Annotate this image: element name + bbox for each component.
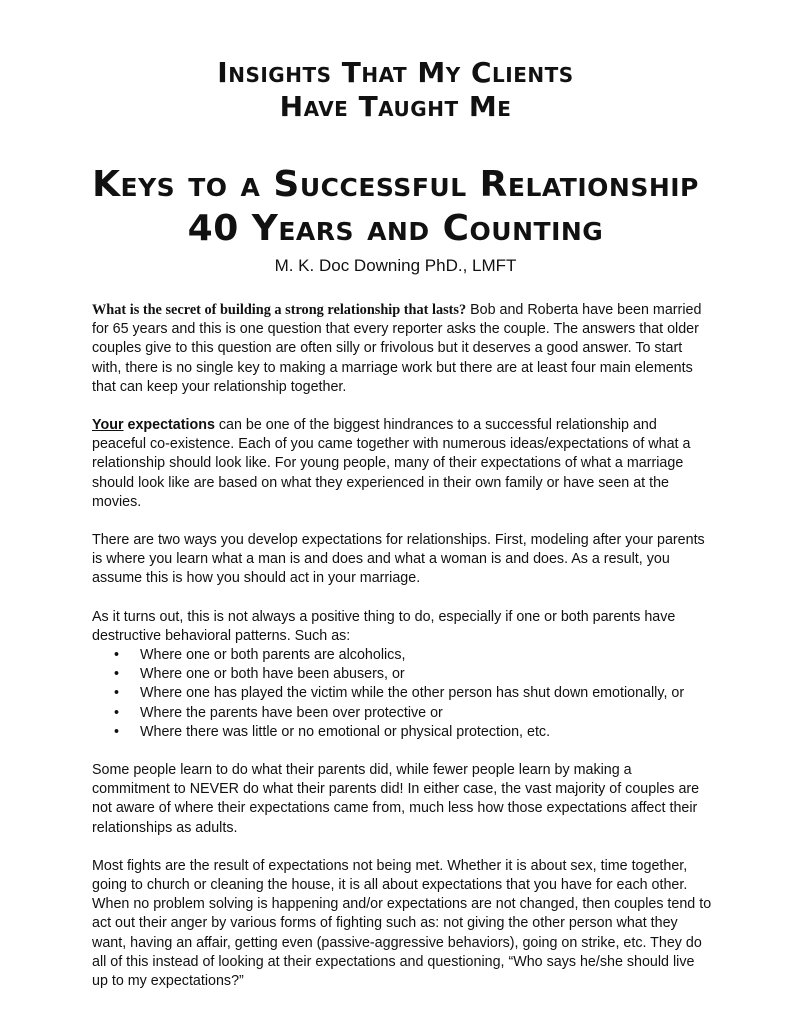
paragraph-some-people: Some people learn to do what their parents did, while fewer people learn by making a commitment to NEVER do what their parents did! In either case, the vast majority of couples are not aware of where their expectations came from, much less how those expectations affect their relationships as adults. [92,762,700,836]
insights-heading [0,56,791,124]
paragraph-expectations [92,416,712,512]
paragraph-two-ways: There are two ways you develop expectations for relationships. First, modeling after your parents is where you learn what a man is and does and what a woman is and does. As a result, you assume this is how you should act in your marriage. [92,532,705,587]
insights-heading-line1: Insights That My Clients [217,56,574,89]
intro-lead-question: What is the secret of building a strong relationship that lasts? [92,302,467,318]
article-title-line2: 40 Years and Counting [187,208,604,249]
paragraph-intro [92,301,712,397]
paragraph-most-fights: Most fights are the result of expectations not being met. Whether it is about sex, time together, going to church or cleaning the house, it is all about expectations that you have for each other. When no problem solving is happening and/or expectations are not changed, then couples tend to act out their anger by various forms of fighting such as: not giving the other person what they want, having an affair, getting even (passive-aggressive behaviors), going on strike, etc. They do all of this instead of looking at their expectations and questioning, “Who says he/she should live up to my expectations?” [92,857,712,990]
list-item: • Where one or both have been abusers, or [140,665,712,684]
paragraph-turns-out: As it turns out, this is not always a positive thing to do, especially if one or both parents have destructive behavioral patterns. Such as: [92,608,676,644]
expectations-text: can be one of the biggest hindrances to a successful relationship and peaceful co-existence. Each of you came together with numerous ideas/expectations of what a relationship should look like. For young people, many of their expectations of what a marriage should look like are based on what they experienced in their own family or have seen at the movies. [92,417,691,510]
list-item: • Where the parents have been over protective or [140,704,712,723]
author-byline: M. K. Doc Downing PhD., LMFT [274,256,517,275]
list-item: • Where there was little or no emotional or physical protection, etc. [140,723,712,742]
bullet-list [92,646,712,742]
article-body [92,301,712,1010]
list-item: • Where one has played the victim while the other person has shut down emotionally, or [140,684,712,703]
article-title [0,163,791,251]
list-item: • Where one or both parents are alcoholics, [140,646,712,665]
insights-heading-line2: Have Taught Me [279,90,512,123]
article-title-line1: Keys to a Successful Relationship [92,164,699,205]
your-underlined: Your [92,417,124,434]
intro-text: Bob and Roberta have been married for 65 years and this is one question that every reporter asks the couple. The answers that older couples give to this question are often silly or frivolous but it deserves a good answer. To start with, there is no single key to making a marriage work but there are at least four main elements that can keep your relationship together. [92,302,702,395]
expectations-bold: expectations [127,417,215,434]
